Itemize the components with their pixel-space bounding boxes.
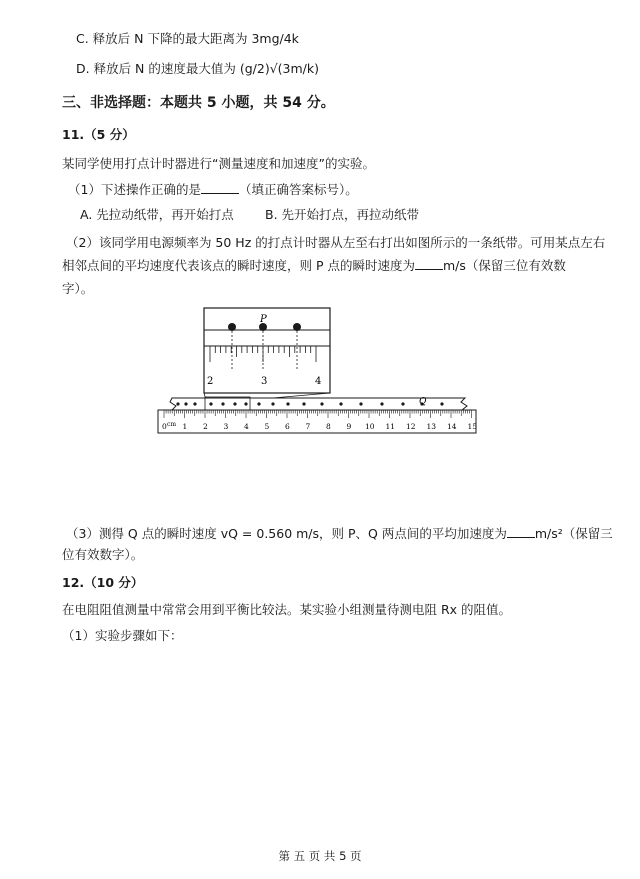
tape-dot (209, 402, 212, 405)
tape-dot (257, 402, 260, 405)
ruler-tick-label: 3 (223, 422, 229, 431)
ruler-tick-label: 4 (244, 422, 249, 431)
tape-dot (339, 402, 342, 405)
tape-dot (271, 402, 274, 405)
zoom-tick-label: 4 (315, 376, 322, 387)
q11-part3-line2: 位有效数字）。 (62, 547, 144, 562)
ruler-unit: cm (167, 421, 177, 428)
tape-dot (244, 402, 247, 405)
zoom-inset (204, 308, 330, 393)
ruler-tick-label: 7 (305, 422, 311, 431)
q11-part2-line1: （2）该同学用电源频率为 50 Hz 的打点计时器从左至右打出如图所示的一条纸带。可用某点左右 (66, 235, 606, 250)
option-c: C. 释放后 N 下降的最大距离为 3mg/4k (76, 31, 299, 46)
tape-dot (176, 402, 179, 405)
tape-dot (221, 402, 224, 405)
q12-part1: （1）实验步骤如下： (62, 628, 183, 643)
q-label: Q (419, 397, 427, 407)
answer-blank[interactable] (415, 258, 443, 270)
ruler-tick-label: 1 (182, 422, 188, 431)
q11-part3-line1: （3）测得 Q 点的瞬时速度 vQ = 0.560 m/s，则 P、Q 两点间的平均加速度为 m/s²（保留三 (66, 526, 613, 541)
q11-number: 11.（5 分） (62, 127, 135, 142)
q12-intro: 在电阻阻值测量中常常会用到平衡比较法。某实验小组测量待测电阻 Rx 的阻值。 (62, 602, 512, 617)
tape-dot (184, 402, 187, 405)
tape-dot (440, 402, 443, 405)
ruler-tick-label: 15 (467, 422, 478, 431)
tape-dot (401, 402, 404, 405)
tape-dot (228, 323, 236, 331)
ruler-tick-label: 2 (203, 422, 208, 431)
paper-tape (170, 397, 467, 411)
tape-dot (302, 402, 305, 405)
q11-part1: （1）下述操作正确的是 （填正确答案标号）。 (68, 182, 358, 197)
q12-number: 12.（10 分） (62, 575, 144, 590)
tape-dot (359, 402, 362, 405)
q11-choice-b: B. 先开始打点，再拉动纸带 (265, 207, 420, 222)
q11-part2-line2: 相邻点间的平均速度代表该点的瞬时速度，则 P 点的瞬时速度为 m/s（保留三位有效数 (62, 258, 566, 273)
tape-dot (233, 402, 236, 405)
tape-dot (286, 402, 289, 405)
zoom-p-label: P (260, 314, 267, 325)
zoom-tick-label: 2 (207, 376, 214, 387)
paper-tape-figure (150, 300, 485, 440)
q11-choice-a: A. 先拉动纸带，再开始打点 (80, 207, 234, 222)
ruler-tick-label: 11 (385, 422, 396, 431)
page-footer: 第 五 页 共 5 页 (278, 849, 362, 863)
tape-dot (193, 402, 196, 405)
ruler-tick-label: 0 (162, 422, 167, 431)
option-d: D. 释放后 N 的速度最大值为 (g/2)√(3m/k) (76, 61, 319, 76)
q11-part2-line3: 字）。 (62, 281, 94, 296)
tape-dot (293, 323, 301, 331)
ruler-tick-label: 13 (426, 422, 437, 431)
zoom-tick-label: 3 (261, 376, 268, 387)
ruler (158, 410, 477, 433)
ruler-tick-label: 14 (447, 422, 457, 431)
tape-dot (320, 402, 323, 405)
ruler-tick-label: 8 (326, 422, 331, 431)
ruler-tick-label: 12 (406, 422, 416, 431)
answer-blank[interactable] (201, 182, 239, 194)
ruler-tick-label: 6 (285, 422, 290, 431)
ruler-tick-label: 9 (346, 422, 352, 431)
section-heading: 三、非选择题：本题共 5 小题，共 54 分。 (62, 95, 335, 111)
ruler-tick-label: 10 (365, 422, 375, 431)
ruler-tick-label: 5 (264, 422, 270, 431)
q11-intro: 某同学使用打点计时器进行“测量速度和加速度”的实验。 (62, 156, 375, 171)
tape-dot (380, 402, 383, 405)
answer-blank[interactable] (507, 526, 535, 538)
